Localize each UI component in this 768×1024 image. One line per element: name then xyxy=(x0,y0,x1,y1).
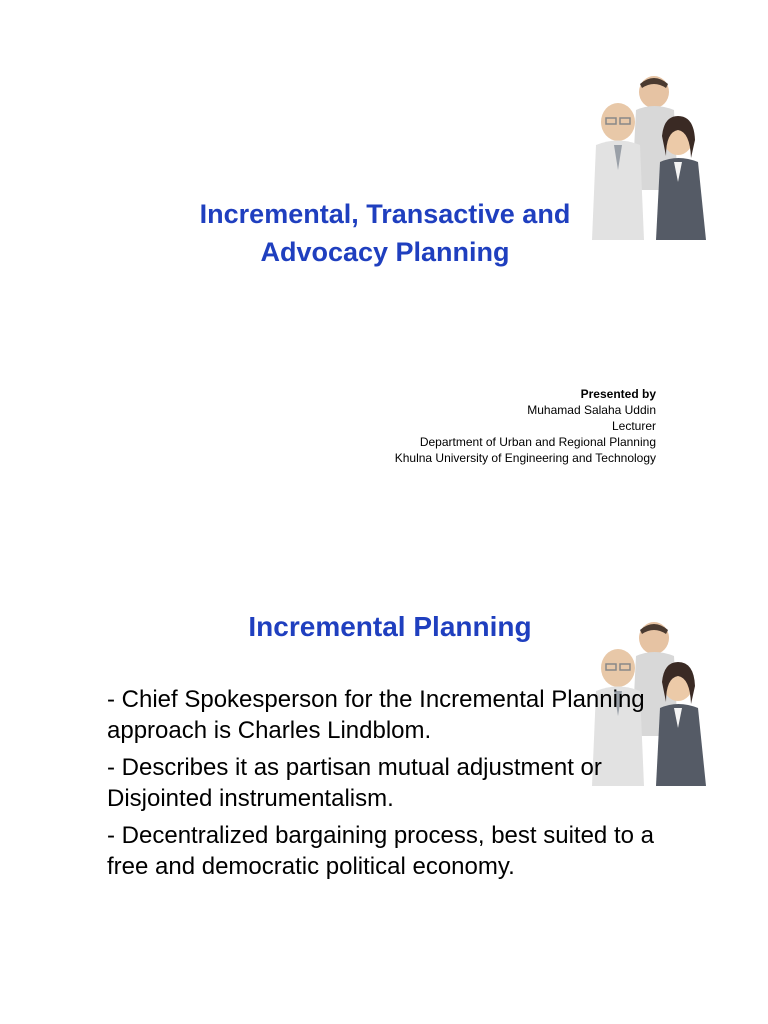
presenter-university: Khulna University of Engineering and Technology xyxy=(394,451,656,465)
presenter-info xyxy=(395,386,656,466)
presenter-name: Muhamad Salaha Uddin xyxy=(527,403,656,417)
list-item: - Decentralized bargaining process, best suited to a free and democratic political economy. xyxy=(107,822,654,880)
title-line-2: Advocacy Planning xyxy=(260,237,510,267)
slide-heading: Incremental Planning xyxy=(248,611,532,642)
list-item: - Chief Spokesperson for the Incremental Planning approach is Charles Lindblom. xyxy=(107,686,645,744)
presenter-role: Lecturer xyxy=(611,419,656,433)
slide-incremental-planning xyxy=(0,512,768,1024)
presenter-department: Department of Urban and Regional Planning xyxy=(419,435,656,449)
presented-by-label: Presented by xyxy=(580,387,656,401)
list-item: - Describes it as partisan mutual adjustment or Disjointed instrumentalism. xyxy=(107,754,602,812)
bullet-list xyxy=(107,684,687,888)
title-line-1: Incremental, Transactive and xyxy=(199,199,571,229)
presentation-title xyxy=(130,195,640,271)
